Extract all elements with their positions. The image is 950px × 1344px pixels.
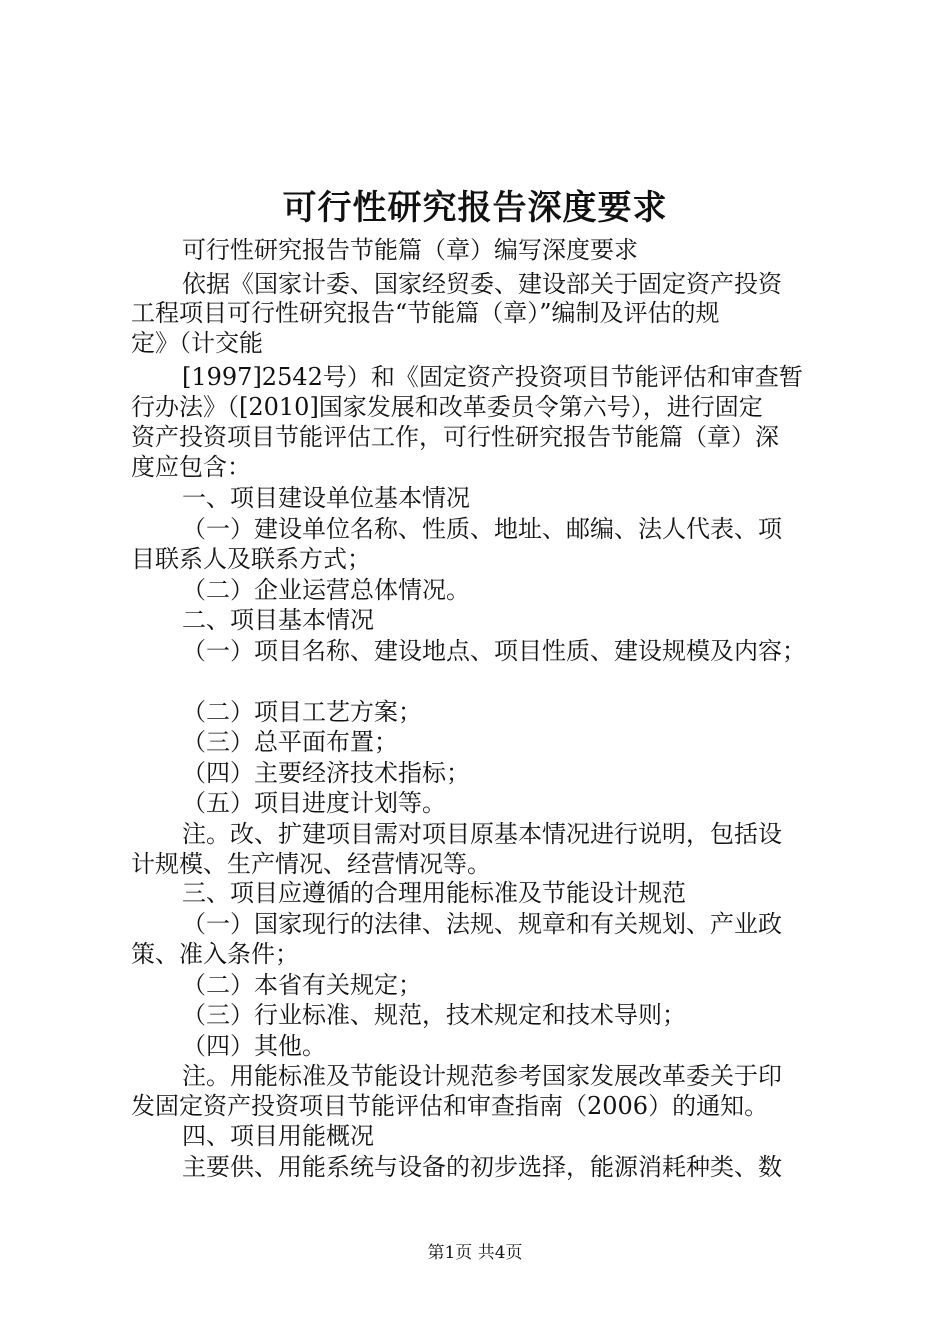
paragraph-line: 工程项目可行性研究报告“节能篇（章）”编制及评估的规 [131,299,720,327]
paragraph-line: 可行性研究报告节能篇（章）编写深度要求 [182,236,638,264]
note-line: 注。用能标准及节能设计规范参考国家发展改革委关于印 [182,1062,782,1090]
note-line: 注。改、扩建项目需对项目原基本情况进行说明，包括设 [182,820,782,848]
note-line: 计规模、生产情况、经营情况等。 [131,850,491,878]
section-heading: 一、项目建设单位基本情况 [182,484,470,512]
paragraph-line: （一）项目名称、建设地点、项目性质、建设规模及内容； [182,637,806,665]
section-heading: 三、项目应遵循的合理用能标准及节能设计规范 [182,879,686,907]
paragraph-line: 资产投资项目节能评估工作，可行性研究报告节能篇（章）深 [131,423,779,451]
paragraph-line: 主要供、用能系统与设备的初步选择，能源消耗种类、数 [182,1153,782,1181]
page-footer: 第1页 共4页 [427,1243,523,1263]
section-heading: 四、项目用能概况 [182,1122,374,1150]
paragraph-line: （五）项目进度计划等。 [182,789,446,817]
paragraph-line: 目联系人及联系方式； [131,545,371,573]
paragraph-line: （四）其他。 [182,1032,326,1060]
paragraph-line: [1997]2542号）和《固定资产投资项目节能评估和审查暂 [182,363,803,391]
paragraph-line: （一）建设单位名称、性质、地址、邮编、法人代表、项 [182,515,782,543]
paragraph-line: （三）行业标准、规范，技术规定和技术导则； [182,1001,686,1029]
paragraph-line: （四）主要经济技术指标； [182,759,470,787]
note-line: 发固定资产投资项目节能评估和审查指南（2006）的通知。 [131,1092,769,1120]
paragraph-line: 行办法》（[2010]国家发展和改革委员令第六号），进行固定 [131,393,763,421]
paragraph-line: 定》（计交能 [131,329,263,357]
paragraph-line: 度应包含： [131,453,251,481]
document-title: 可行性研究报告深度要求 [282,188,668,228]
paragraph-line: （二）项目工艺方案； [182,698,422,726]
paragraph-line: （三）总平面布置； [182,728,398,756]
section-heading: 二、项目基本情况 [182,606,374,634]
paragraph-line: 策、准入条件； [131,940,299,968]
paragraph-line: （二）本省有关规定； [182,971,422,999]
paragraph-line: （一）国家现行的法律、法规、规章和有关规划、产业政 [182,910,782,938]
paragraph-line: 依据《国家计委、国家经贸委、建设部关于固定资产投资 [182,270,782,298]
paragraph-line: （二）企业运营总体情况。 [182,576,470,604]
